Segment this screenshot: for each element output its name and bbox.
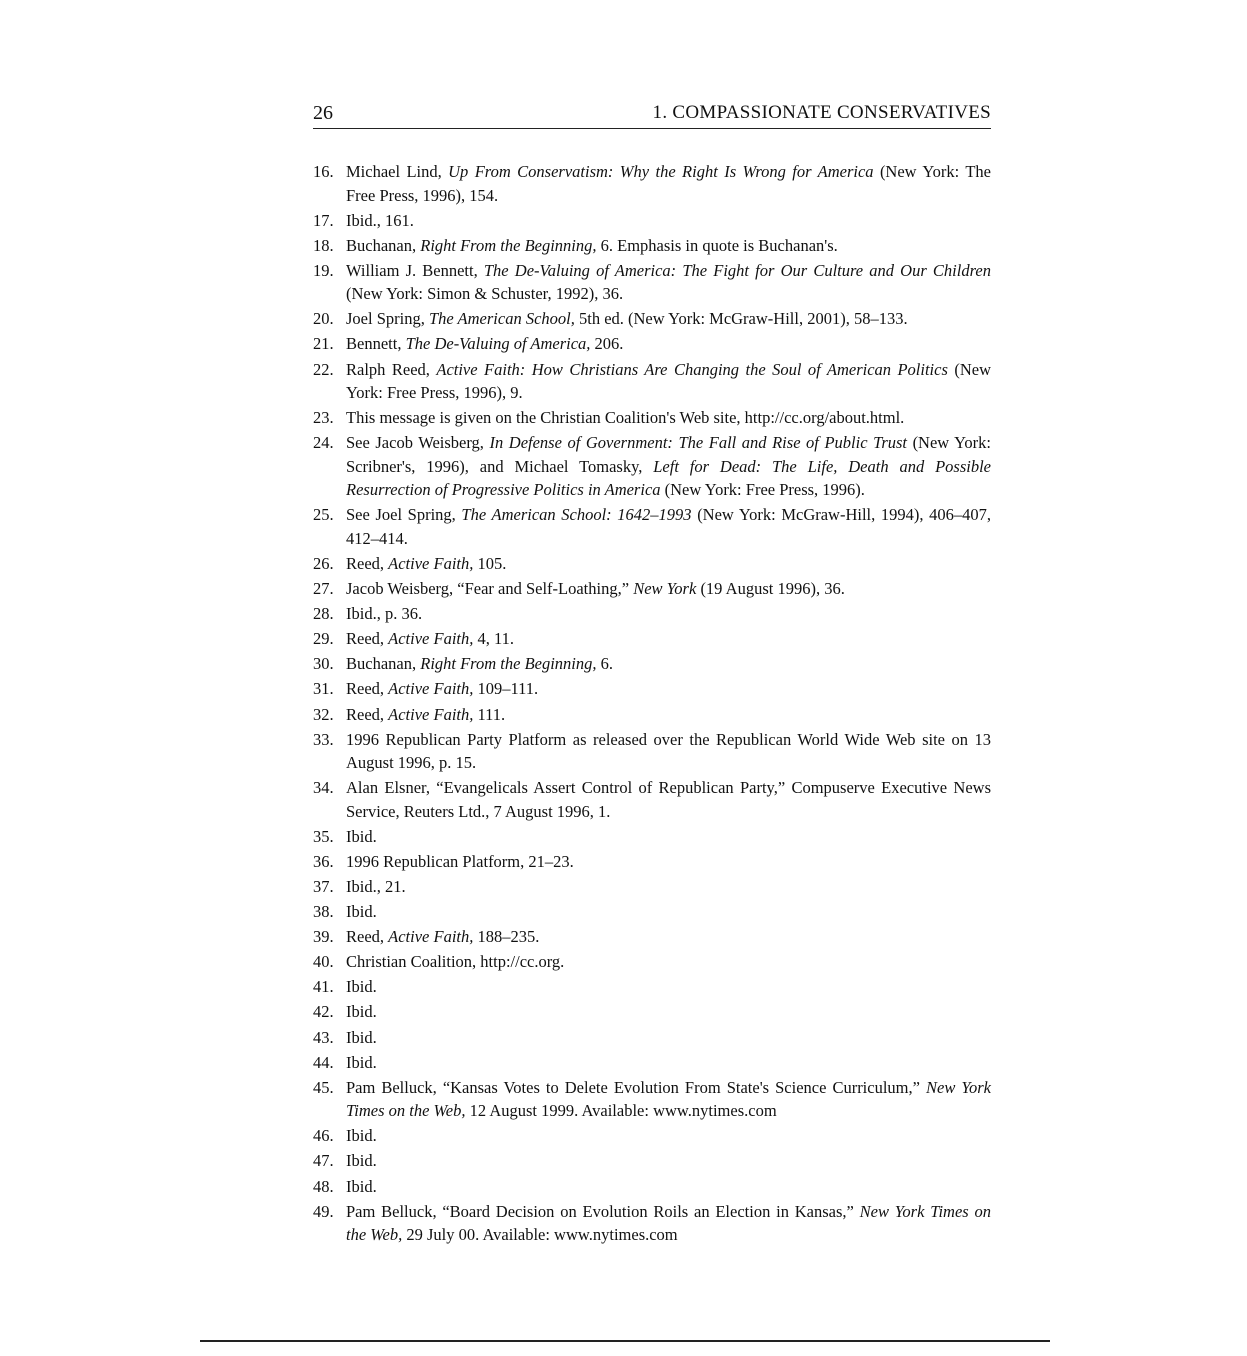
endnote [313, 728, 991, 775]
text-run: 105. [473, 553, 507, 573]
endnote [313, 875, 991, 899]
endnote-text [346, 1026, 991, 1050]
text-run: (New York: Free Press, 1996), 9. [346, 359, 991, 403]
text-run: Reed, [346, 679, 389, 699]
text-run: (New York: Free Press, 1996). [660, 480, 865, 500]
endnote [313, 1175, 991, 1199]
endnote-text [346, 503, 991, 550]
text-run: Buchanan, [346, 654, 421, 674]
endnote [313, 332, 991, 356]
endnote-number: 18. [313, 235, 334, 255]
endnote-number: 49. [313, 1201, 334, 1221]
endnote [313, 307, 991, 331]
endnote [313, 358, 991, 405]
endnote [313, 1051, 991, 1075]
endnote [313, 602, 991, 626]
endnote [313, 776, 991, 823]
endnote-text [346, 627, 991, 651]
text-run: Jacob Weisberg, “Fear and Self-Loathing,” [346, 579, 634, 599]
text-run: 12 August 1999. Available: www.nytimes.com [465, 1101, 777, 1121]
endnote-number: 35. [313, 826, 334, 846]
italic-title: Right From the Beginning, [420, 235, 597, 255]
italic-title: The De-Valuing of America, [405, 334, 591, 354]
endnote-number: 40. [313, 952, 334, 972]
running-head [313, 100, 991, 129]
endnote-number: 22. [313, 359, 334, 379]
endnote-number: 30. [313, 654, 334, 674]
endnote-number: 19. [313, 260, 334, 280]
endnote-text [346, 975, 991, 999]
endnote-number: 34. [313, 778, 334, 798]
endnote [313, 577, 991, 601]
endnote-text [346, 577, 991, 601]
text-run: William J. Bennett, [346, 260, 484, 280]
endnote-text [346, 552, 991, 576]
endnote [313, 1200, 991, 1247]
endnote-text [346, 358, 991, 405]
text-run: 1996 Republican Party Platform as released over the Republican World Wide Web site on 13 August 1996, p. 15. [346, 729, 991, 773]
endnote-number: 16. [313, 162, 334, 181]
text-run: Buchanan, [346, 235, 421, 255]
endnote-text [346, 825, 991, 849]
text-run: Reed, [346, 927, 389, 947]
text-run: Alan Elsner, “Evangelicals Assert Control of Republican Party,” Compuserve Executive News Service, Reuters Ltd., 7 August 1996, 1. [346, 778, 991, 821]
endnote-text [346, 1000, 991, 1024]
italic-title: Active Faith: How Christians Are Changing the Soul of American Politics [436, 359, 948, 379]
text-run: 5th ed. (New York: McGraw-Hill, 2001), 58–133. [574, 309, 908, 329]
endnote [313, 431, 991, 502]
text-run: 4, 11. [473, 629, 515, 649]
italic-title: New York Times on the Web, [346, 1201, 991, 1245]
text-run: Ibid. [346, 1176, 377, 1196]
endnote [313, 703, 991, 727]
endnote [313, 652, 991, 676]
endnote-text [346, 602, 991, 626]
text-run: (New York: Scribner's, 1996), and Michael Tomasky, [346, 433, 991, 476]
endnote-text [346, 1149, 991, 1173]
text-run: See Jacob Weisberg, [346, 433, 490, 453]
text-run: Ibid. [346, 1126, 377, 1146]
endnote-text [346, 234, 991, 258]
italic-title: Active Faith, [388, 553, 474, 573]
endnote [313, 160, 991, 207]
endnote-number: 39. [313, 927, 334, 947]
text-run: Ibid. [346, 977, 377, 997]
text-run: 109–111. [473, 679, 539, 699]
endnote-text [346, 209, 991, 233]
text-run: Ralph Reed, [346, 359, 437, 379]
text-run: Ibid. [346, 1052, 377, 1072]
endnote-number: 26. [313, 553, 334, 573]
text-run: 6. [596, 654, 614, 674]
italic-title: The American School: 1642–1993 [461, 505, 692, 525]
italic-title: The American School, [428, 309, 575, 329]
endnote-text [346, 850, 991, 874]
endnote [313, 1124, 991, 1148]
endnote-number: 41. [313, 977, 334, 997]
endnote-number: 38. [313, 902, 334, 922]
endnote-number: 43. [313, 1027, 334, 1047]
endnote-number: 32. [313, 704, 334, 724]
endnote-text [346, 332, 991, 356]
text-run: Ibid. [346, 1151, 377, 1171]
endnote-text [346, 677, 991, 701]
endnote [313, 627, 991, 651]
endnote [313, 406, 991, 430]
endnote-text [346, 1200, 991, 1247]
endnote [313, 1076, 991, 1123]
endnote-text [346, 406, 991, 430]
endnote-number: 29. [313, 629, 334, 649]
endnote-text [346, 875, 991, 899]
italic-title: In Defense of Government: The Fall and Rise of Public Trust [489, 433, 908, 453]
endnote [313, 850, 991, 874]
endnote [313, 677, 991, 701]
text-run: Pam Belluck, “Kansas Votes to Delete Evolution From State's Science Curriculum,” [346, 1077, 926, 1097]
endnote [313, 950, 991, 974]
endnote [313, 259, 991, 306]
endnote-number: 28. [313, 604, 334, 624]
italic-title: Left for Dead: The Life, Death and Possible Resurrection of Progressive Politics in America [346, 456, 991, 500]
chapter-title: 1. COMPASSIONATE CONSERVATIVES [652, 102, 991, 123]
page-number: 26 [313, 102, 333, 124]
endnote-text [346, 307, 991, 331]
endnote [313, 234, 991, 258]
text-run: 29 July 00. Available: www.nytimes.com [402, 1225, 678, 1245]
endnote-number: 37. [313, 876, 334, 896]
endnote-text [346, 900, 991, 924]
endnote-number: 27. [313, 579, 334, 599]
endnote-text [346, 431, 991, 502]
italic-title: Up From Conservatism: Why the Right Is Wrong for America [448, 162, 874, 181]
endnote-text [346, 1175, 991, 1199]
text-run: 188–235. [473, 927, 540, 947]
text-run: Michael Lind, [346, 162, 449, 181]
bottom-divider [200, 1340, 1050, 1342]
italic-title: Right From the Beginning, [420, 654, 597, 674]
endnote [313, 975, 991, 999]
endnote-number: 42. [313, 1002, 334, 1022]
text-run: This message is given on the Christian Coalition's Web site, http://cc.org/about.html. [346, 408, 905, 428]
text-run: Ibid. [346, 1002, 377, 1022]
endnote-text [346, 1124, 991, 1148]
endnote-number: 47. [313, 1151, 334, 1171]
endnote-number: 44. [313, 1052, 334, 1072]
text-run: Christian Coalition, http://cc.org. [346, 952, 565, 972]
endnote-text [346, 1051, 991, 1075]
text-run: (19 August 1996), 36. [696, 579, 845, 599]
italic-title: Active Faith, [388, 679, 474, 699]
endnote [313, 825, 991, 849]
endnote-number: 20. [313, 309, 334, 329]
endnote-text [346, 728, 991, 775]
text-run: 1996 Republican Platform, 21–23. [346, 851, 574, 871]
text-run: (New York: The Free Press, 1996), 154. [346, 162, 991, 205]
endnotes-list [313, 160, 991, 1248]
endnote [313, 1026, 991, 1050]
italic-title: New York Times on the Web, [346, 1077, 991, 1121]
endnote-text [346, 160, 991, 207]
text-run: 6. Emphasis in quote is Buchanan's. [596, 235, 838, 255]
italic-title: Active Faith, [388, 704, 474, 724]
endnote-number: 25. [313, 505, 334, 525]
italic-title: Active Faith, [388, 629, 474, 649]
endnote-number: 36. [313, 851, 334, 871]
italic-title: New York [633, 579, 697, 599]
endnote-number: 33. [313, 729, 334, 749]
endnote [313, 1149, 991, 1173]
endnote [313, 209, 991, 233]
text-run: Ibid., p. 36. [346, 604, 423, 624]
endnote-number: 31. [313, 679, 334, 699]
endnote-text [346, 776, 991, 823]
text-run: See Joel Spring, [346, 505, 462, 525]
endnote-number: 17. [313, 210, 334, 230]
endnote [313, 900, 991, 924]
text-run: Ibid. [346, 902, 377, 922]
text-run: (New York: Simon & Schuster, 1992), 36. [346, 284, 624, 304]
endnote [313, 552, 991, 576]
endnote-text [346, 652, 991, 676]
text-run: Ibid., 161. [346, 210, 414, 230]
endnote-text [346, 950, 991, 974]
text-run: 206. [590, 334, 624, 354]
endnote [313, 503, 991, 550]
text-run: Bennett, [346, 334, 406, 354]
text-run: Reed, [346, 553, 389, 573]
text-run: Pam Belluck, “Board Decision on Evolution Roils an Election in Kansas,” [346, 1201, 860, 1221]
endnote-number: 46. [313, 1126, 334, 1146]
text-run: Reed, [346, 629, 389, 649]
text-run: Joel Spring, [346, 309, 429, 329]
endnote-text [346, 259, 991, 306]
endnote-number: 23. [313, 408, 334, 428]
text-run: Ibid., 21. [346, 876, 406, 896]
italic-title: The De-Valuing of America: The Fight for Our Culture and Our Children [483, 260, 991, 280]
text-run: Ibid. [346, 1027, 377, 1047]
italic-title: Active Faith, [388, 927, 474, 947]
endnote-number: 48. [313, 1176, 334, 1196]
text-run: Ibid. [346, 826, 377, 846]
text-run: Reed, [346, 704, 389, 724]
endnote [313, 1000, 991, 1024]
text-run: (New York: McGraw-Hill, 1994), 406–407, 412–414. [346, 505, 991, 548]
endnote-text [346, 1076, 991, 1123]
endnote [313, 925, 991, 949]
endnote-text [346, 925, 991, 949]
endnote-text [346, 703, 991, 727]
text-run: 111. [473, 704, 506, 724]
endnote-number: 21. [313, 334, 334, 354]
endnote-number: 45. [313, 1077, 334, 1097]
endnote-number: 24. [313, 433, 334, 453]
